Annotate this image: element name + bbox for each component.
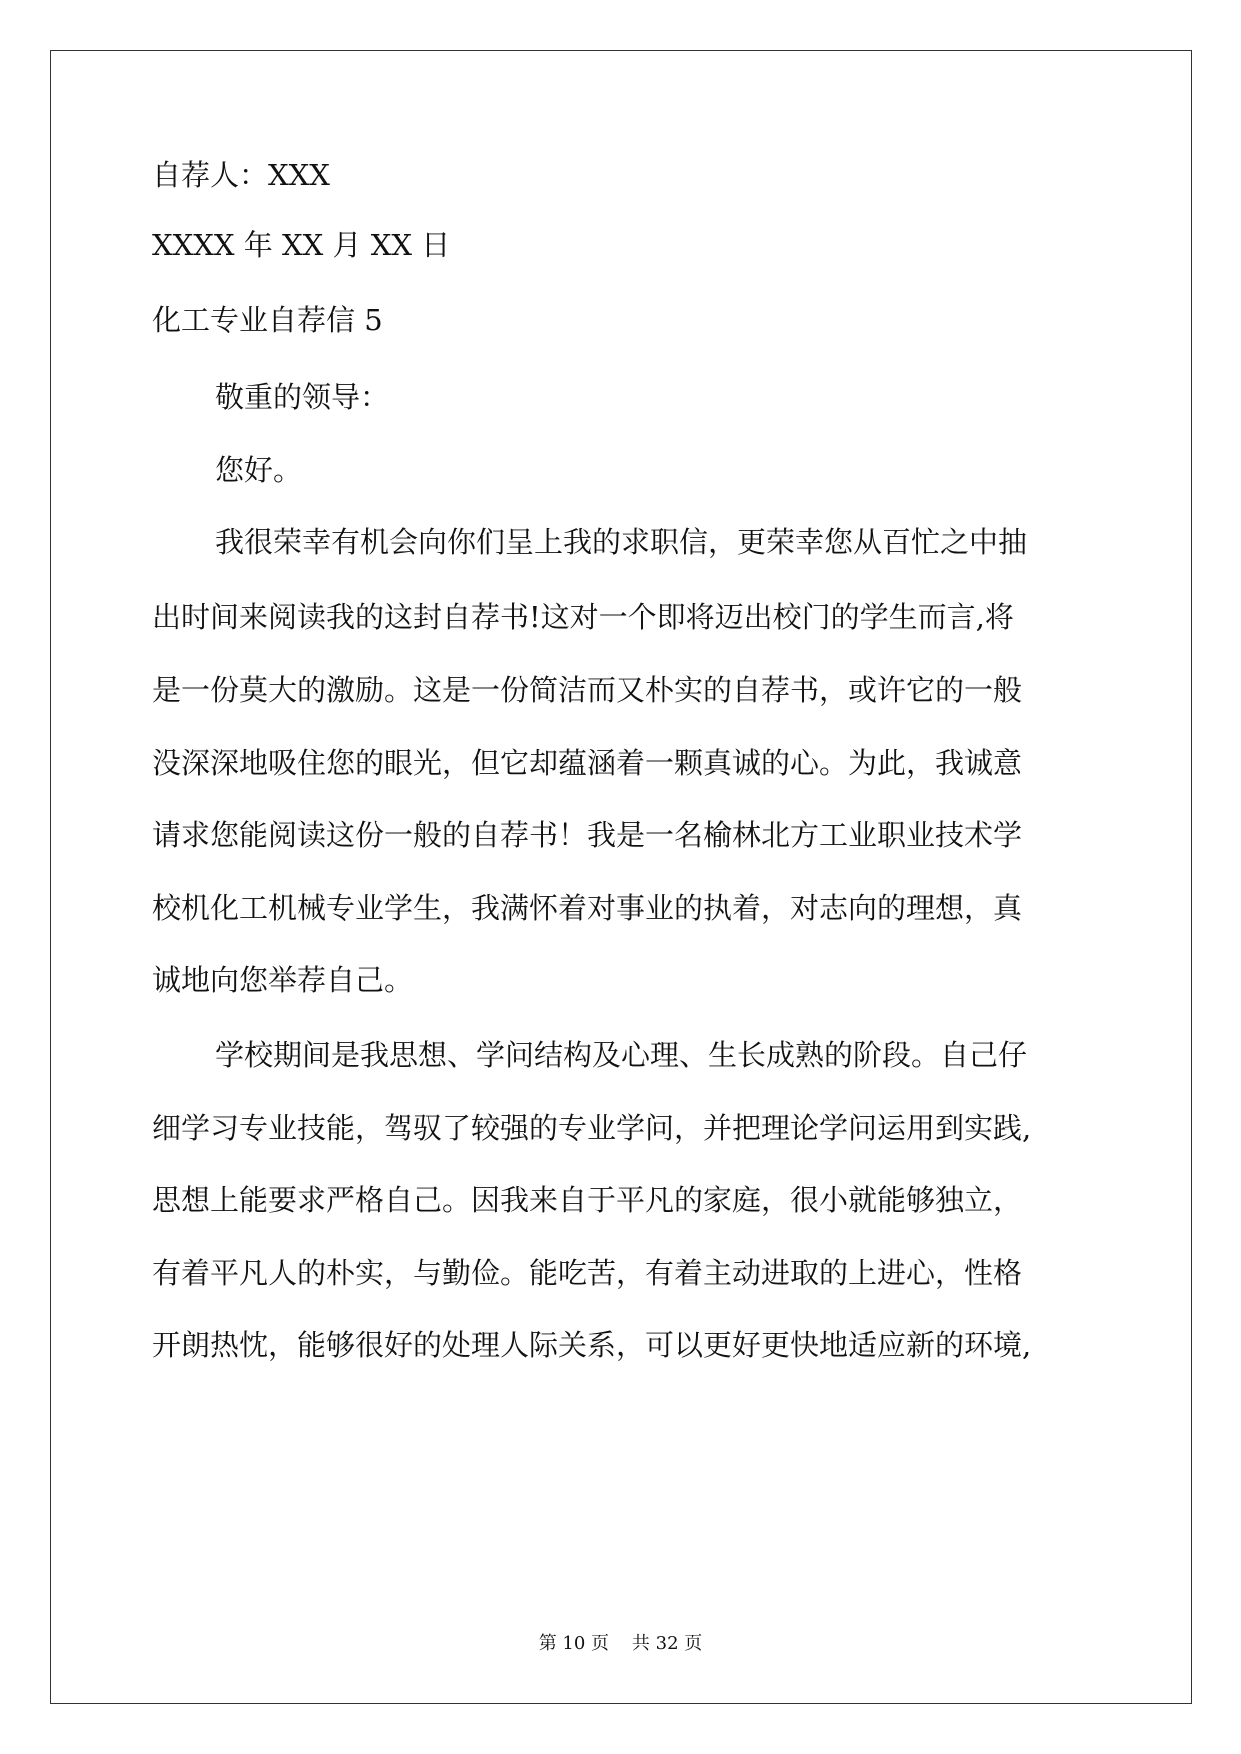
paragraph-2-line-2: 细学习专业技能，驾驭了较强的专业学问，并把理论学问运用到实践, [152,1111,1032,1145]
paragraph-2-line-1: 学校期间是我思想、学问结构及心理、生长成熟的阶段。自己仔 [215,1038,1028,1072]
paragraph-1-line-5: 请求您能阅读这份一般的自荐书！我是一名榆林北方工业职业技术学 [152,818,1023,852]
letter-title: 化工专业自荐信 5 [152,303,383,337]
date-line: XXXX 年 XX 月 XX 日 [152,228,451,262]
paragraph-1-line-1: 我很荣幸有机会向你们呈上我的求职信，更荣幸您从百忙之中抽 [215,525,1028,559]
paragraph-1-line-4: 没深深地吸住您的眼光，但它却蕴涵着一颗真诚的心。为此，我诚意 [152,746,1023,780]
salutation: 敬重的领导： [215,380,390,414]
greeting: 您好。 [215,453,303,487]
page-border [50,50,1192,1704]
signature-line: 自荐人：XXX [152,158,330,192]
paragraph-2-line-4: 有着平凡人的朴实，与勤俭。能吃苦，有着主动进取的上进心，性格 [152,1256,1023,1290]
paragraph-2-line-5: 开朗热忱，能够很好的处理人际关系，可以更好更快地适应新的环境, [152,1328,1032,1362]
paragraph-1-line-6: 校机化工机械专业学生，我满怀着对事业的执着，对志向的理想，真 [152,891,1023,925]
paragraph-1-line-2: 出时间来阅读我的这封自荐书!这对一个即将迈出校门的学生而言,将 [152,600,1014,634]
paragraph-1-line-3: 是一份莫大的激励。这是一份简洁而又朴实的自荐书，或许它的一般 [152,673,1023,707]
paragraph-2-line-3: 思想上能要求严格自己。因我来自于平凡的家庭，很小就能够独立， [152,1183,1023,1217]
paragraph-1-line-7: 诚地向您举荐自己。 [152,963,414,997]
page-number: 第 10 页 共 32 页 [538,1633,703,1654]
